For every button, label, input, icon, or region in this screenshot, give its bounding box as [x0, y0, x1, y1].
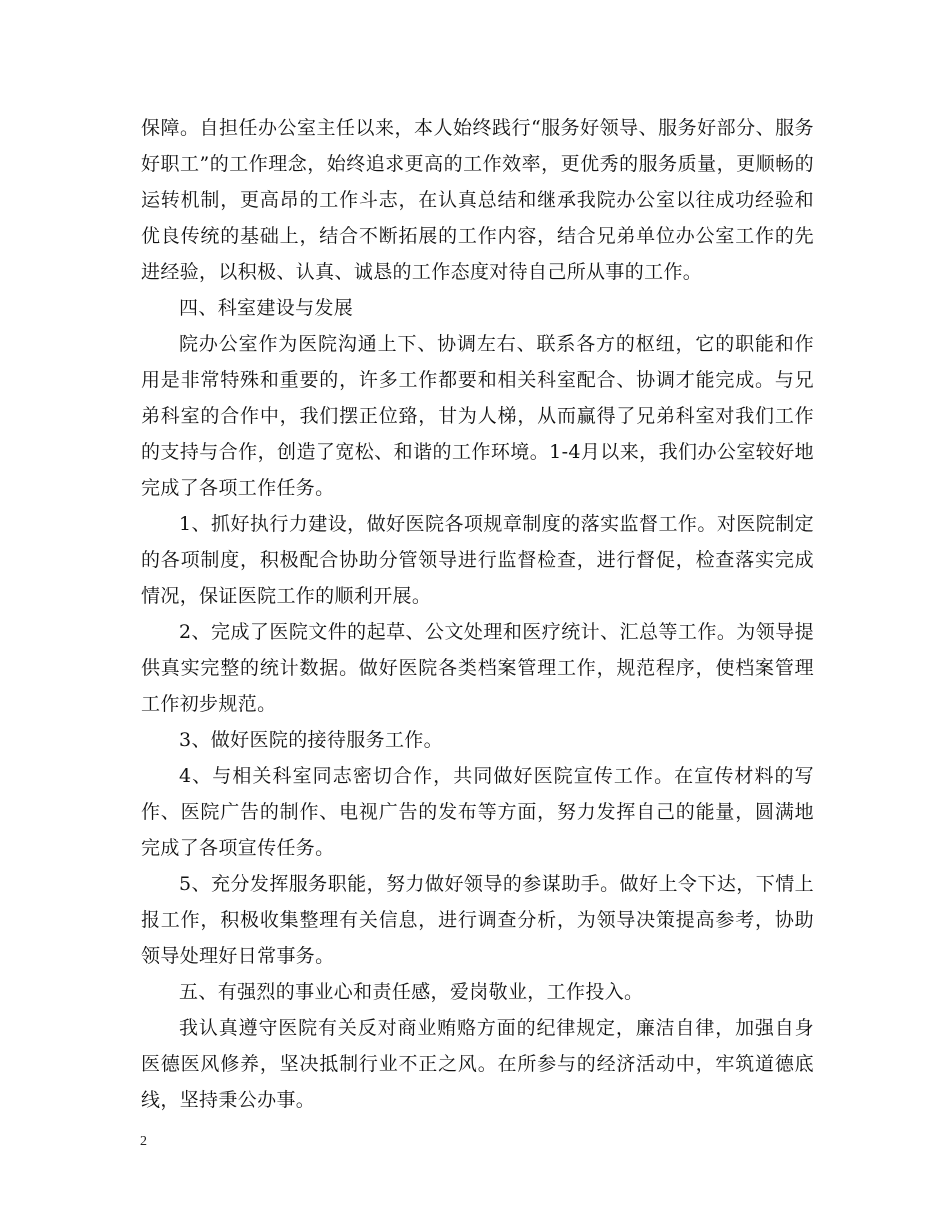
list-item-4: 4、与相关科室同志密切合作，共同做好医院宣传工作。在宣传材料的写作、医院广告的制作、电视广告的发布等方面，努力发挥自己的能量，圆满地完成了各项宣传任务。 — [141, 765, 814, 859]
list-item-3: 3、做好医院的接待服务工作。 — [179, 729, 443, 751]
document-body — [141, 110, 814, 1118]
body-paragraph-1: 保障。自担任办公室主任以来，本人始终践行“服务好领导、服务好部分、服务好职工”的工作理念，始终追求更高的工作效率，更优秀的服务质量，更顺畅的运转机制，更高昂的工作斗志，在认真总结和继承我院办公室以往成功经验和优良传统的基础上，结合不断拓展的工作内容，结合兄弟单位办公室工作的先进经验，以积极、认真、诚恳的工作态度对待自己所从事的工作。 — [141, 117, 814, 283]
body-paragraph-10: 我认真遵守医院有关反对商业贿赂方面的纪律规定，廉洁自律，加强自身医德医风修养，坚决抵制行业不正之风。在所参与的经济活动中，牢筑道德底线，坚持秉公办事。 — [141, 1017, 814, 1111]
list-item-1: 1、抓好执行力建设，做好医院各项规章制度的落实监督工作。对医院制定的各项制度，积极配合协助分管领导进行监督检查，进行督促，检查落实完成情况，保证医院工作的顺利开展。 — [141, 513, 814, 607]
list-item-5: 5、充分发挥服务职能，努力做好领导的参谋助手。做好上令下达，下情上报工作，积极收集整理有关信息，进行调查分析，为领导决策提高参考，协助领导处理好日常事务。 — [141, 873, 814, 967]
body-paragraph-3: 院办公室作为医院沟通上下、协调左右、联系各方的枢纽，它的职能和作用是非常特殊和重要的，许多工作都要和相关科室配合、协调才能完成。与兄弟科室的合作中，我们摆正位臵，甘为人梯，从而赢得了兄弟科室对我们工作的支持与合作，创造了宽松、和谐的工作环境。1-4月以来，我们办公室较好地完成了各项工作任务。 — [141, 333, 814, 499]
section-heading-4: 四、科室建设与发展 — [179, 297, 354, 319]
page-number: 2 — [140, 1134, 147, 1149]
list-item-2: 2、完成了医院文件的起草、公文处理和医疗统计、汇总等工作。为领导提供真实完整的统计数据。做好医院各类档案管理工作，规范程序，使档案管理工作初步规范。 — [141, 621, 814, 715]
section-heading-5: 五、有强烈的事业心和责任感，爱岗敬业，工作投入。 — [179, 981, 644, 1003]
